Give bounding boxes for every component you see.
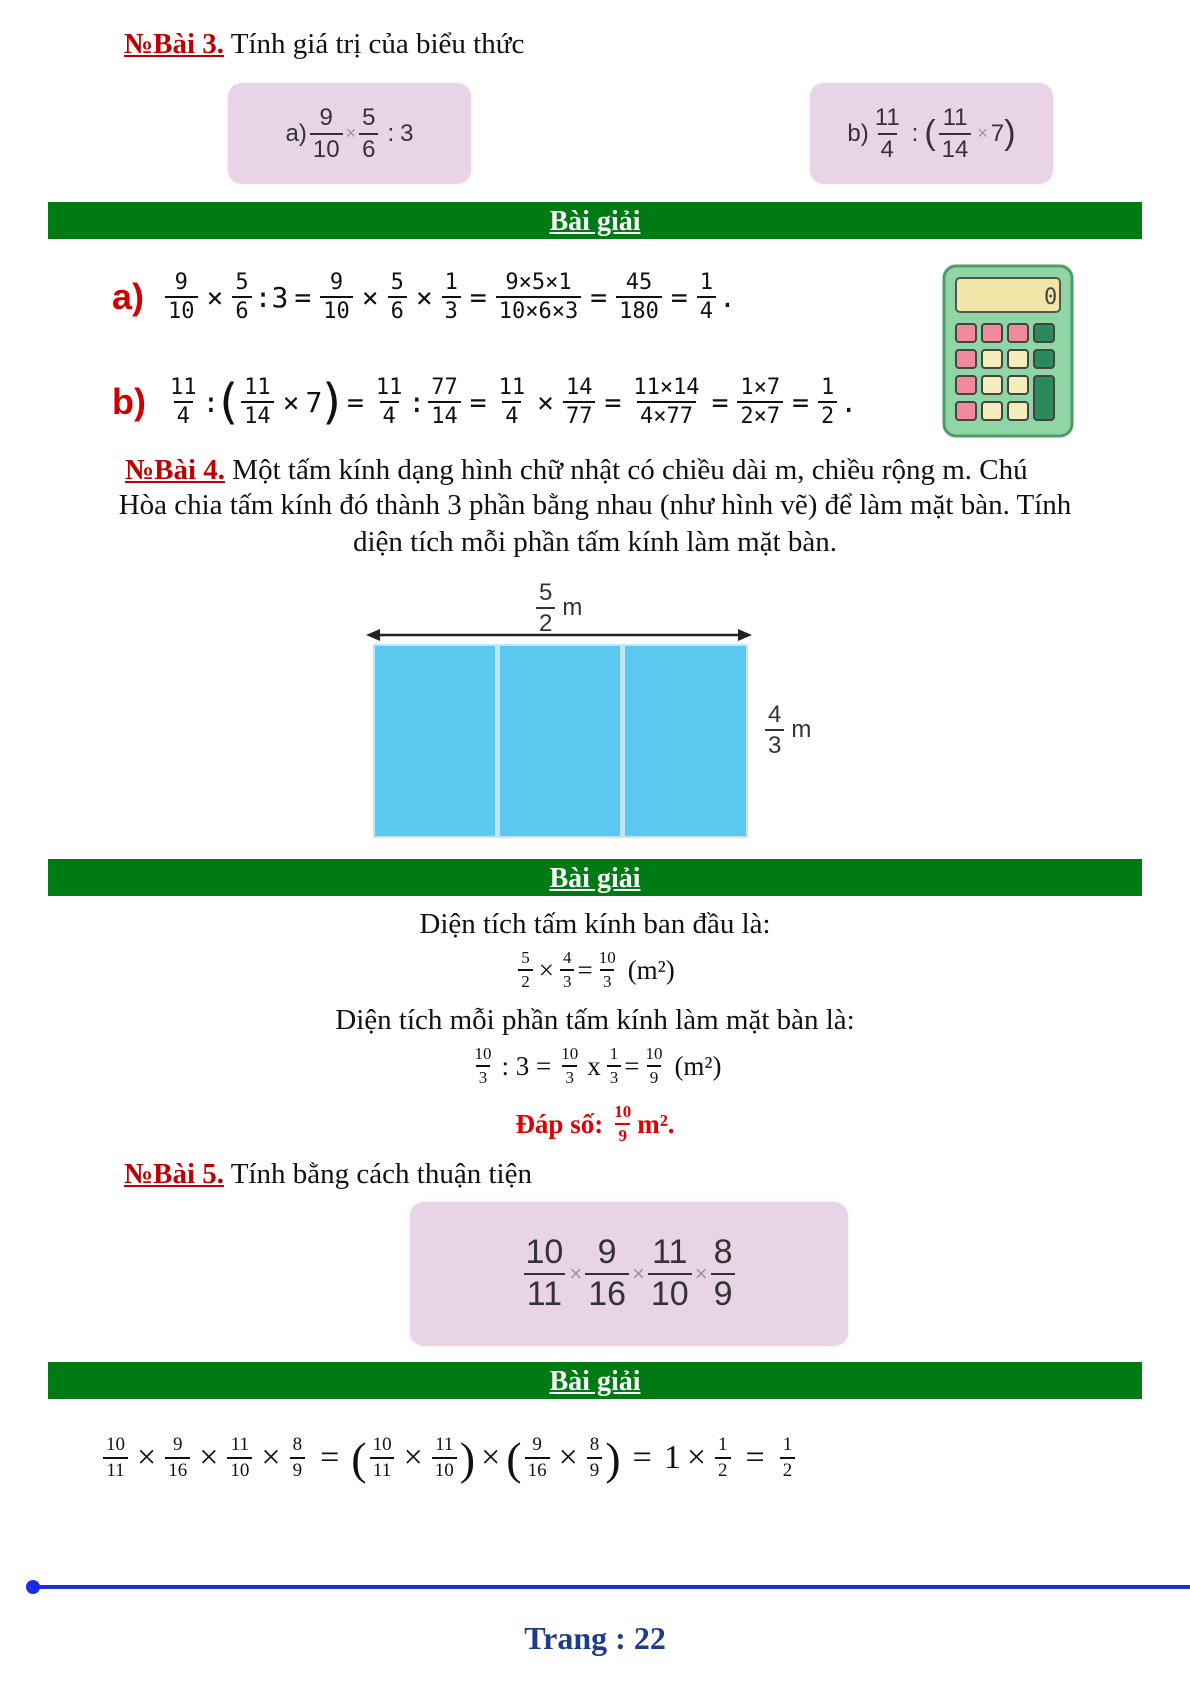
fraction: $\frac{1}{2}$ xyxy=(715,1435,731,1481)
fraction: $\frac{5}{2}$ xyxy=(536,580,555,636)
op: : 3 = xyxy=(501,1050,552,1081)
sol4-answer xyxy=(0,1096,1190,1152)
unit: m². xyxy=(637,1108,675,1139)
glass-part-3 xyxy=(625,646,746,836)
fraction: $\frac{8}{9}$ xyxy=(290,1435,306,1481)
glass-panel xyxy=(373,644,748,838)
sol4-line1: Diện tích tấm kính ban đầu là: xyxy=(419,908,771,940)
op: × xyxy=(694,1261,708,1286)
fraction: $\frac{10}{3}$ xyxy=(598,948,616,991)
fraction: $\frac{11}{10}$ xyxy=(648,1235,692,1312)
fraction: $\frac{1}{2}$ xyxy=(818,376,837,428)
fraction: $\frac{8}{9}$ xyxy=(587,1435,603,1481)
fraction: $\frac{10}{3}$ xyxy=(474,1044,492,1087)
fraction: $\frac{10}{11}$ xyxy=(525,1233,564,1313)
glass-part-1 xyxy=(375,646,495,836)
sol4-equation1 xyxy=(0,942,1190,998)
problem3-task: Tính giá trị của biểu thức xyxy=(230,28,525,60)
fraction: $\frac{11}{10}$ xyxy=(227,1435,252,1481)
problem5-expression xyxy=(410,1202,848,1346)
number: 1 xyxy=(663,1439,681,1476)
fraction: $\frac{10}{9}$ xyxy=(645,1044,663,1087)
op: × xyxy=(632,1261,645,1286)
fraction: $\frac{14}{77}$ xyxy=(563,376,596,428)
fraction: $\frac{1}{3}$ xyxy=(607,1045,622,1087)
op: × xyxy=(345,123,357,143)
problem5-task: Tính bằng cách thuận tiện xyxy=(230,1158,532,1190)
problem3-label: №Bài 3. xyxy=(124,28,225,60)
sol-label: b) xyxy=(112,381,146,422)
sol-label: a) xyxy=(112,276,145,317)
sol4-equation2 xyxy=(0,1038,1190,1094)
problem5-heading xyxy=(124,1158,532,1191)
problem4-line3: diện tích mỗi phần tấm kính làm mặt bàn. xyxy=(352,526,838,558)
op: : xyxy=(911,119,919,147)
page-number: Trang : 22 xyxy=(524,1620,666,1656)
op: : xyxy=(387,119,395,147)
problem4-line2: Hòa chia tấm kính đó thành 3 phần bằng nhau (như hình vẽ) để làm mặt bàn. Tính xyxy=(118,489,1072,521)
fraction: $\frac{1}{2}$ xyxy=(780,1435,796,1481)
solution3b: b) $\frac{11}{4}$ : ( $\frac{11}{14}$ × 7 ) = $\frac{11}{4}$ : $\frac{77}{14}$ = $\frac{11}{4}$ × $\frac{14}{77}$ = $\frac{11\times 14}{4\times 77}$ = $\frac{1\times 7}{2\times 7}$ = $\frac{1}{2}$ . xyxy=(112,374,858,430)
fraction: $\frac{77}{14}$ xyxy=(428,376,461,428)
fraction: $\frac{11}{4}$ xyxy=(498,374,526,429)
answer-label: Đáp số: xyxy=(515,1108,604,1139)
fraction: $\frac{9}{10}$ xyxy=(310,105,343,161)
fraction: $\frac{1}{4}$ xyxy=(697,271,716,323)
fraction: $\frac{11}{4}$ xyxy=(874,104,900,163)
fraction: $\frac{45}{180}$ xyxy=(616,271,662,323)
fraction: $\frac{11}{10}$ xyxy=(432,1435,457,1481)
op: × xyxy=(977,123,988,143)
fraction: $\frac{5}{6}$ xyxy=(388,271,407,323)
fraction: $\frac{9}{16}$ xyxy=(525,1435,550,1481)
unit: (m²) xyxy=(674,1050,722,1081)
footer-line xyxy=(26,1580,1190,1594)
number: 3 xyxy=(400,119,414,147)
fraction: $\frac{4}{3}$ xyxy=(765,702,784,758)
number: 7 xyxy=(305,385,323,419)
svg-text:0: 0 xyxy=(1044,285,1058,310)
paren: ) xyxy=(1004,114,1016,152)
solution-bar-1: Bài giải xyxy=(48,202,1142,239)
prefix-a: a) xyxy=(285,119,307,147)
calculator-icon xyxy=(940,262,1078,440)
problem5-label: №Bài 5. xyxy=(124,1158,225,1190)
paren: ( xyxy=(924,114,936,152)
fraction: $\frac{1\times 7}{2\times 7}$ xyxy=(737,376,783,428)
op: × xyxy=(569,1261,583,1286)
prefix-b: b) xyxy=(847,119,869,147)
fraction: $\frac{11}{14}$ xyxy=(241,376,274,428)
fraction: $\frac{10}{9}$ xyxy=(614,1102,632,1145)
number: 7 xyxy=(990,119,1005,147)
fraction: $\frac{11\times 14}{4\times 77}$ xyxy=(633,374,700,429)
problem4-line1 xyxy=(125,454,1028,487)
fraction: $\frac{11}{4}$ xyxy=(375,374,403,429)
problem4-text-1: Một tấm kính dạng hình chữ nhật có chiều dài m, chiều rộng m. Chú xyxy=(232,454,1028,486)
solution-bar-2: Bài giải xyxy=(48,859,1142,896)
fraction: $\frac{10}{11}$ xyxy=(370,1435,395,1481)
fraction: $\frac{8}{9}$ xyxy=(711,1235,736,1312)
fraction: $\frac{10}{3}$ xyxy=(561,1044,579,1087)
fraction: $\frac{11}{4}$ xyxy=(169,374,197,429)
fraction: $\frac{1}{3}$ xyxy=(442,271,461,323)
solution5: $\frac{10}{11}$ × $\frac{9}{16}$ × $\frac{11}{10}$ × $\frac{8}{9}$ = ( $\frac{10}{11}$ × $\frac{11}{10}$ ) × ( $\frac{9}{16}$ × $\frac{8}{9}$ ) = 1 × $\frac{1}{2}$ = $\frac{1}{2}$ xyxy=(100,1418,798,1498)
solution3a: a) $\frac{9}{10}$ × $\frac{5}{6}$ : 3 = $\frac{9}{10}$ × $\frac{5}{6}$ × $\frac{1}{3}$ = $\frac{9\times 5\times 1}{10\times 6\times 3}$ = $\frac{45}{180}$ = $\frac{1}{4}$ . xyxy=(112,269,736,324)
fraction: $\frac{5}{2}$ xyxy=(518,949,533,991)
fraction: $\frac{4}{3}$ xyxy=(560,949,575,991)
fraction: $\frac{11}{14}$ xyxy=(939,105,972,161)
fraction: $\frac{9}{10}$ xyxy=(165,271,198,323)
op: = xyxy=(577,954,593,985)
glass-part-2 xyxy=(500,646,620,836)
footer-rule xyxy=(34,1585,1190,1589)
figure-width-label xyxy=(762,702,811,758)
problem3-expression-b xyxy=(810,83,1053,184)
op: = xyxy=(624,1050,640,1081)
fraction: $\frac{5}{6}$ xyxy=(232,271,251,323)
fraction: $\frac{9}{16}$ xyxy=(585,1235,629,1312)
op: × xyxy=(538,954,554,985)
unit: (m²) xyxy=(627,954,675,985)
problem4-label: №Bài 4. xyxy=(125,454,226,486)
unit: m xyxy=(562,594,583,622)
unit: m xyxy=(791,716,812,744)
sol4-line2: Diện tích mỗi phần tấm kính làm mặt bàn là: xyxy=(335,1004,855,1036)
fraction: $\frac{9\times 5\times 1}{10\times 6\times 3}$ xyxy=(496,271,581,323)
fraction: $\frac{9}{16}$ xyxy=(165,1435,190,1481)
op: x xyxy=(587,1050,601,1081)
fraction: $\frac{5}{6}$ xyxy=(359,105,378,161)
solution-bar-3: Bài giải xyxy=(48,1362,1142,1399)
number: 3 xyxy=(271,280,289,314)
problem3-heading xyxy=(124,28,524,61)
fraction: $\frac{10}{11}$ xyxy=(103,1435,128,1481)
problem3-expression-a xyxy=(228,83,471,184)
fraction: $\frac{9}{10}$ xyxy=(320,271,353,323)
